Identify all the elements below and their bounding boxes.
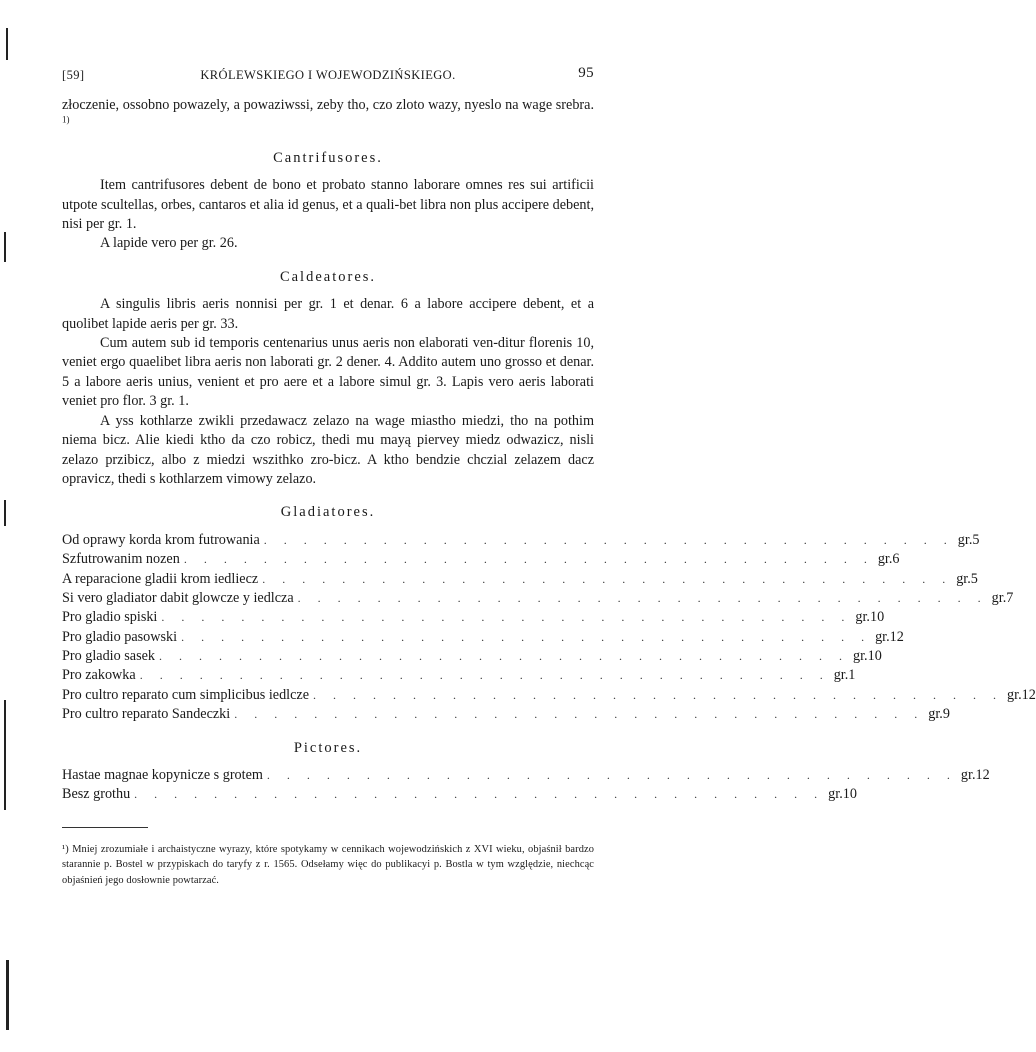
price-row: Pro cultro reparato Sandeczki . . . . . . . . . . . . . . . . . . . . . . . . . . . . . . . . . . . gr. 9 [62, 706, 950, 723]
running-header [62, 66, 594, 86]
cantrifusores-paragraph-1: Item cantrifusores debent de bono et probato stanno laborare omnes res sui artificii utpote scultellas, orbes, cantaros et alia id genus, et a quali-bet libra non plus accipere debent, nisi per gr. 1. [62, 177, 594, 233]
caldeatores-paragraph-2: Cum autem sub id temporis centenarius unus aeris non elaborati ven-ditur florenis 10, veniet ergo quaelibet libra aeris non laborati gr. 2 dener. 4. Addito autem uno grosso et denar. 5 a labore aeris unius, venient et pro aere et a labore simul gr. 3. Lapis vero aeris laborati veniet pro flor. 3 gr. 1. [62, 335, 594, 410]
price-row: Pro gladio sasek . . . . . . . . . . . . . . . . . . . . . . . . . . . . . . . . . . . gr. 10 [62, 648, 882, 665]
caldeatores-paragraph-1: A singulis libris aeris nonnisi per gr. 1 et denar. 6 a labore accipere debent, et a quolibet lapide aeris per gr. 33. [62, 296, 594, 332]
gladiatores-price-list [62, 531, 1036, 725]
price-row: Pro zakowka . . . . . . . . . . . . . . . . . . . . . . . . . . . . . . . . . . . gr. 1 [62, 667, 856, 684]
footnote-marker: ¹) [62, 843, 69, 855]
price-row: Pro cultro reparato cum simplicibus iedlcze . . . . . . . . . . . . . . . . . . . . . . . . . . . . . . . . . . . gr. 12 [62, 686, 1036, 703]
price-row: Pro gladio pasowski . . . . . . . . . . . . . . . . . . . . . . . . . . . . . . . . . . . gr. 12 [62, 628, 904, 645]
page-number: 95 [578, 65, 594, 81]
footnote-divider [62, 827, 148, 828]
footnote-reference[interactable]: 1) [62, 114, 70, 125]
scan-edge-mark [6, 960, 9, 1030]
price-row: Besz grothu . . . . . . . . . . . . . . . . . . . . . . . . . . . . . . . . . . . gr. 10 [62, 786, 857, 803]
scan-edge-mark [4, 232, 6, 262]
scan-edge-mark [4, 700, 6, 810]
price-row: Pro gladio spiski . . . . . . . . . . . . . . . . . . . . . . . . . . . . . . . . . . . gr. 10 [62, 609, 885, 626]
document-page [62, 65, 1036, 888]
footnote-text: Mniej zrozumiałe i archaistyczne wyrazy, które spotykamy w cennikach wojewodzińskich z XVI wieku, objaśnił bardzo starannie p. Bostel w przypiskach do taryfy z r. 1565. Odsełamy więc do publikacyi p. Bostla w tym względzie, niechcąc objaśnień jego dosłownie powtarzać. [62, 843, 595, 886]
page-label: [59] [62, 68, 85, 82]
scan-edge-mark [4, 500, 6, 526]
section-heading-pictores: Pictores. [293, 739, 363, 756]
cantrifusores-paragraph-2: A lapide vero per gr. 26. [100, 235, 238, 252]
header-title: KRÓLEWSKIEGO I WOJEWODZIŃSKIEGO. [200, 68, 456, 82]
footnote [62, 842, 594, 888]
price-row: A reparacione gladii krom iedliecz . . . . . . . . . . . . . . . . . . . . . . . . . . . . . . . . . . . gr. 5 [62, 570, 978, 587]
price-row: Hastae magnae kopynicze s grotem . . . . . . . . . . . . . . . . . . . . . . . . . . . . . . . . . . . gr. 12 [62, 767, 990, 784]
price-row: Szfutrowanim nozen . . . . . . . . . . . . . . . . . . . . . . . . . . . . . . . . . . . gr. 6 [62, 551, 900, 568]
intro-paragraph: złoczenie, ossobno powazely, a powaziwssi, zeby tho, czo zloto wazy, nyeslo na wage srebra. $^{1)}$ [62, 97, 594, 125]
price-row: Od oprawy korda krom futrowania . . . . . . . . . . . . . . . . . . . . . . . . . . . . . . . . . . . gr. 5 [62, 531, 980, 548]
section-heading-cantrifusores: Cantrifusores. [273, 149, 383, 166]
pictores-price-list [62, 766, 990, 805]
price-row: Si vero gladiator dabit glowcze y iedlcza . . . . . . . . . . . . . . . . . . . . . . . . . . . . . . . . . . . gr. 7 [62, 589, 1014, 606]
caldeatores-paragraph-3: A yss kothlarze zwikli przedawacz zelazo na wage miastho miedzi, tho na pothim niema bicz. Alie kiedi ktho da czo robicz, thedi mu mayą piervey miedz odwazicz, nisli zelazo przibicz, albo z miedzi wszithko zro-bicz. A ktho bendzie chczial zelazem dacz opravicz, thedi s kothlarzem vimowy zelazo. [62, 412, 594, 487]
scan-edge-mark [6, 28, 8, 60]
section-heading-caldeatores: Caldeatores. [279, 268, 377, 285]
section-heading-gladiatores: Gladiatores. [280, 504, 376, 521]
